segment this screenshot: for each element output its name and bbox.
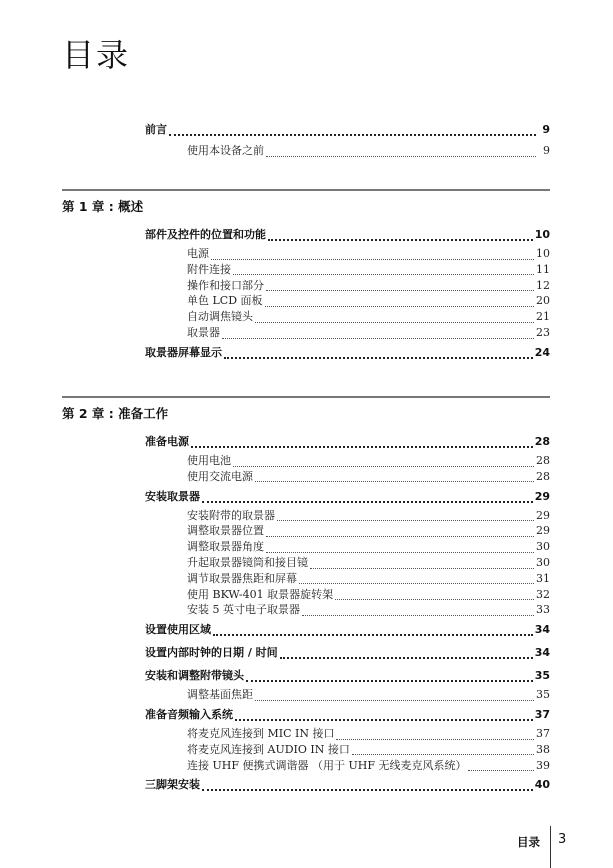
toc-entry-page: 29 bbox=[534, 489, 550, 503]
toc-entry-page: 10 bbox=[536, 247, 550, 260]
dot-leader bbox=[224, 347, 533, 359]
toc-entry-page: 10 bbox=[534, 228, 550, 241]
toc-entry-page: 38 bbox=[536, 742, 550, 756]
toc-entry-title: 使用 BKW-401 取景器旋转架 bbox=[187, 587, 334, 601]
dot-leader bbox=[246, 670, 533, 682]
toc-entry-title: 附件连接 bbox=[187, 262, 231, 276]
toc-entry-title: 将麦克风连接到 AUDIO IN 接口 bbox=[187, 742, 350, 756]
toc-entry-sub[interactable] bbox=[187, 570, 550, 586]
dot-leader bbox=[277, 510, 534, 521]
dot-leader bbox=[266, 280, 534, 291]
toc-entry-page: 37 bbox=[536, 727, 550, 740]
toc-entry-main[interactable] bbox=[145, 706, 550, 722]
toc-entry-title: 准备音频输入系统 bbox=[145, 708, 233, 721]
chapter-title: 第 2 章 : 准备工作 bbox=[62, 406, 169, 421]
toc-entry-sub[interactable] bbox=[187, 522, 550, 538]
toc-entry-page: 34 bbox=[534, 646, 550, 660]
toc-entry-page: 28 bbox=[536, 454, 550, 467]
toc-entry-title: 安装 5 英寸电子取景器 bbox=[187, 603, 300, 617]
dot-leader bbox=[352, 744, 534, 755]
toc-entry-page: 30 bbox=[536, 540, 550, 554]
toc-entry-page: 11 bbox=[536, 262, 550, 276]
toc-entry-title: 部件及控件的位置和功能 bbox=[145, 228, 266, 241]
toc-entry-sub[interactable] bbox=[187, 601, 550, 617]
toc-entry-title: 设置使用区域 bbox=[145, 623, 211, 637]
toc-entry-main[interactable] bbox=[145, 344, 550, 360]
toc-entry-sub[interactable] bbox=[187, 292, 550, 308]
toc-entry-title: 调整取景器位置 bbox=[187, 524, 264, 538]
toc-entry-main[interactable] bbox=[145, 488, 550, 504]
dot-leader bbox=[211, 249, 534, 260]
toc-entry-title: 使用电池 bbox=[187, 454, 231, 467]
dot-leader bbox=[233, 264, 534, 275]
toc-entry-sub[interactable] bbox=[187, 538, 550, 554]
toc-entry-title: 安装和调整附带镜头 bbox=[145, 669, 244, 683]
toc-entry-sub[interactable] bbox=[187, 554, 550, 570]
toc-entry-page: 12 bbox=[536, 278, 550, 292]
toc-entry-title: 取景器屏幕显示 bbox=[145, 345, 222, 359]
dot-leader bbox=[335, 589, 534, 600]
dot-leader bbox=[266, 526, 534, 537]
toc-entry-page: 28 bbox=[534, 435, 550, 448]
footer-section-label: 目录 bbox=[517, 835, 540, 849]
toc-entry-title: 电源 bbox=[187, 247, 209, 260]
chapter-header bbox=[62, 396, 550, 421]
toc-entry-sub[interactable] bbox=[187, 324, 550, 340]
dot-leader bbox=[336, 729, 534, 740]
dot-leader bbox=[235, 709, 533, 721]
footer-page-number: 3 bbox=[558, 832, 567, 847]
toc-entry-page: 33 bbox=[536, 603, 550, 617]
toc-entry-title: 准备电源 bbox=[145, 435, 189, 448]
toc-entry-sub[interactable] bbox=[187, 245, 550, 261]
toc-entry-sub[interactable] bbox=[187, 261, 550, 277]
toc-entry-main[interactable] bbox=[145, 667, 550, 683]
toc-entry-page: 30 bbox=[536, 556, 550, 569]
toc-entry-title: 操作和接口部分 bbox=[187, 278, 264, 292]
toc-entry-page: 40 bbox=[534, 778, 550, 792]
toc-entry-page: 24 bbox=[534, 345, 550, 359]
dot-leader bbox=[222, 328, 534, 339]
toc-entry-page: 35 bbox=[536, 688, 550, 702]
toc-entry-page: 20 bbox=[536, 294, 550, 308]
footer-divider bbox=[550, 826, 551, 868]
dot-leader bbox=[266, 146, 536, 157]
toc-entry-title: 前言 bbox=[145, 123, 167, 136]
toc-entry-sub[interactable] bbox=[187, 468, 550, 484]
dot-leader bbox=[255, 312, 534, 323]
chapter-title: 第 1 章 : 概述 bbox=[62, 199, 144, 214]
toc-entry-title: 安装附带的取景器 bbox=[187, 508, 275, 522]
toc-entry-title: 调节取景器焦距和屏幕 bbox=[187, 571, 297, 585]
toc-entry-sub[interactable] bbox=[187, 507, 550, 523]
toc-entry-title: 取景器 bbox=[187, 326, 220, 339]
dot-leader bbox=[255, 471, 534, 482]
dot-leader bbox=[302, 605, 534, 616]
toc-entry-sub[interactable] bbox=[187, 277, 550, 293]
dot-leader bbox=[268, 229, 533, 241]
toc-entry-sub[interactable] bbox=[187, 725, 550, 741]
dot-leader bbox=[213, 624, 533, 636]
toc-entry-page: 39 bbox=[536, 758, 550, 772]
dot-leader bbox=[266, 542, 534, 553]
dot-leader bbox=[299, 573, 534, 584]
toc-entry-title: 连接 UHF 便携式调谐器 （用于 UHF 无线麦克风系统） bbox=[187, 758, 467, 772]
toc-entry-title: 使用交流电源 bbox=[187, 469, 253, 483]
toc-entry-title: 三脚架安装 bbox=[145, 778, 200, 792]
toc-entry-page: 29 bbox=[536, 508, 550, 522]
toc-entry-main[interactable] bbox=[145, 226, 550, 242]
dot-leader bbox=[233, 456, 534, 467]
toc-entry-page: 32 bbox=[536, 587, 550, 601]
toc-entry-page: 31 bbox=[536, 571, 550, 585]
dot-leader bbox=[191, 436, 533, 448]
toc-entry-main[interactable] bbox=[145, 121, 550, 137]
toc-entry-title: 调整基面焦距 bbox=[187, 688, 253, 702]
toc-entry-title: 使用本设备之前 bbox=[187, 144, 264, 157]
toc-entry-page: 34 bbox=[534, 623, 550, 637]
toc-entry-sub[interactable] bbox=[187, 686, 550, 702]
chapter-header bbox=[62, 189, 550, 214]
toc-entry-sub[interactable] bbox=[187, 586, 550, 602]
toc-entry-sub[interactable] bbox=[187, 452, 550, 468]
dot-leader bbox=[255, 690, 534, 701]
dot-leader bbox=[169, 124, 536, 136]
toc-entry-title: 将麦克风连接到 MIC IN 接口 bbox=[187, 727, 335, 740]
toc-entry-title: 设置内部时钟的日期 / 时间 bbox=[145, 646, 278, 660]
dot-leader bbox=[202, 779, 533, 791]
dot-leader bbox=[468, 760, 534, 771]
toc-entry-page: 35 bbox=[534, 669, 550, 683]
toc-entry-main[interactable] bbox=[145, 644, 550, 660]
toc-entry-sub[interactable] bbox=[187, 308, 550, 324]
toc-entry-page: 9 bbox=[542, 123, 550, 136]
page-title: 目录 bbox=[62, 36, 131, 74]
dot-leader bbox=[280, 647, 533, 659]
toc-entry-page: 37 bbox=[534, 708, 550, 721]
toc-entry-sub[interactable] bbox=[187, 757, 550, 773]
toc-entry-page: 29 bbox=[536, 524, 550, 538]
toc-entry-page: 9 bbox=[543, 144, 550, 157]
toc-entry-title: 自动调焦镜头 bbox=[187, 310, 253, 324]
toc-entry-page: 23 bbox=[536, 326, 550, 339]
toc-entry-title: 升起取景器镜筒和接目镜 bbox=[187, 556, 308, 569]
toc-entry-main[interactable] bbox=[145, 621, 550, 637]
toc-entry-title: 调整取景器角度 bbox=[187, 540, 264, 554]
toc-entry-main[interactable] bbox=[145, 433, 550, 449]
dot-leader bbox=[310, 558, 534, 569]
toc-entry-sub[interactable] bbox=[187, 142, 550, 158]
toc-entry-page: 21 bbox=[536, 310, 550, 324]
toc-entry-sub[interactable] bbox=[187, 741, 550, 757]
toc-entry-page: 28 bbox=[536, 469, 550, 483]
toc-entry-title: 单色 LCD 面板 bbox=[187, 294, 263, 308]
dot-leader bbox=[265, 296, 534, 307]
toc-entry-title: 安装取景器 bbox=[145, 489, 200, 503]
toc-entry-main[interactable] bbox=[145, 776, 550, 792]
dot-leader bbox=[202, 491, 533, 503]
